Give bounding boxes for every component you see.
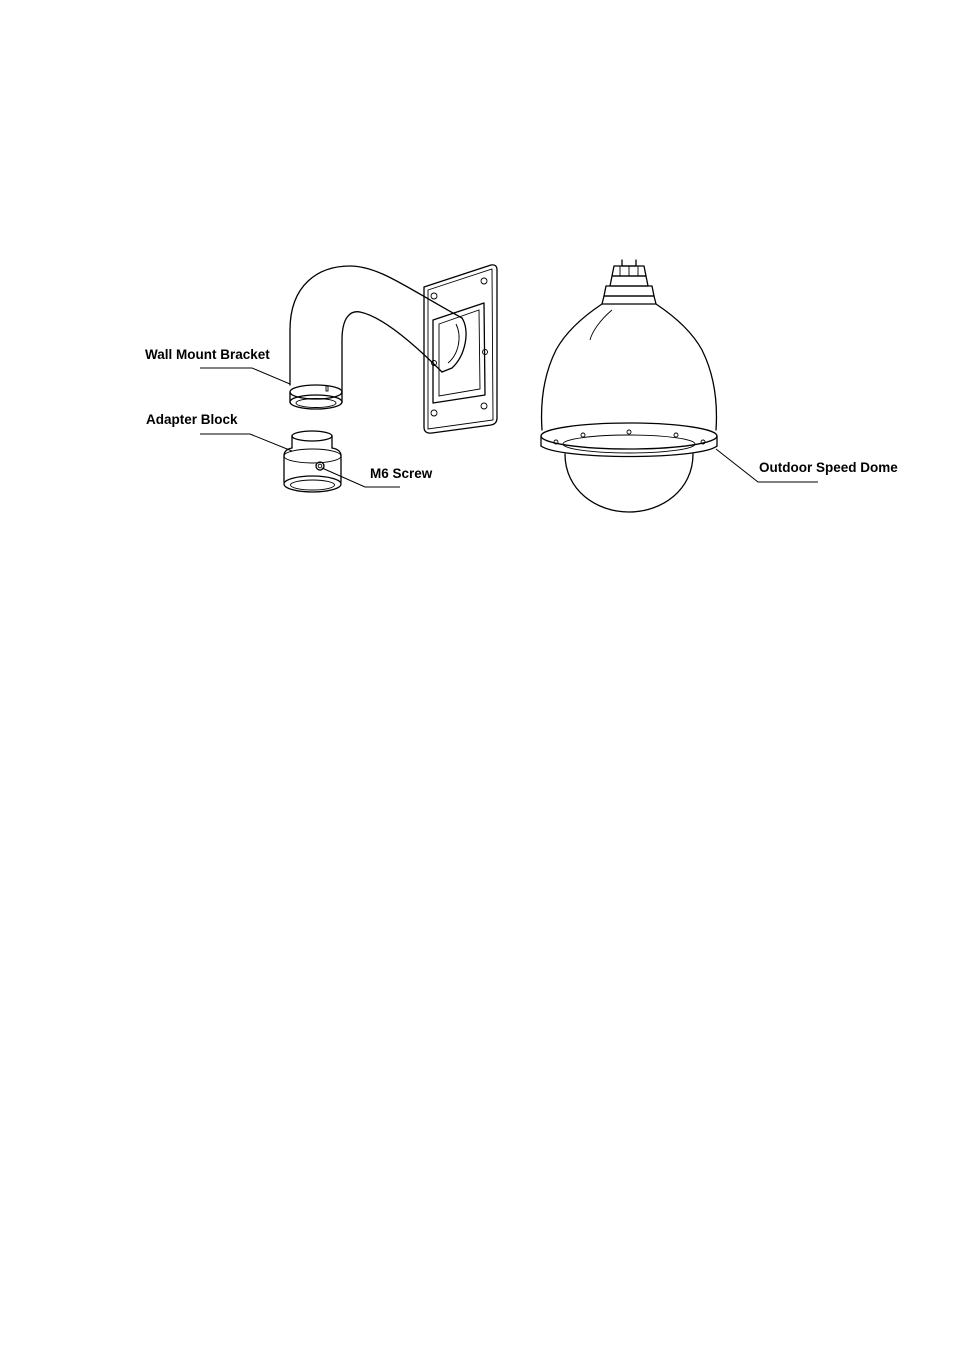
label-outdoor-speed-dome: Outdoor Speed Dome <box>759 460 898 475</box>
leader-adapter-block <box>200 434 292 451</box>
adapter-block-drawing <box>284 431 341 492</box>
callout-leaders <box>200 368 818 487</box>
label-m6-screw: M6 Screw <box>370 466 433 481</box>
leader-wall-mount-bracket <box>200 368 290 384</box>
wall-mount-bracket-drawing <box>290 265 497 433</box>
label-wall-mount-bracket: Wall Mount Bracket <box>145 347 270 362</box>
label-adapter-block: Adapter Block <box>146 412 238 427</box>
outdoor-speed-dome-drawing <box>541 260 717 512</box>
